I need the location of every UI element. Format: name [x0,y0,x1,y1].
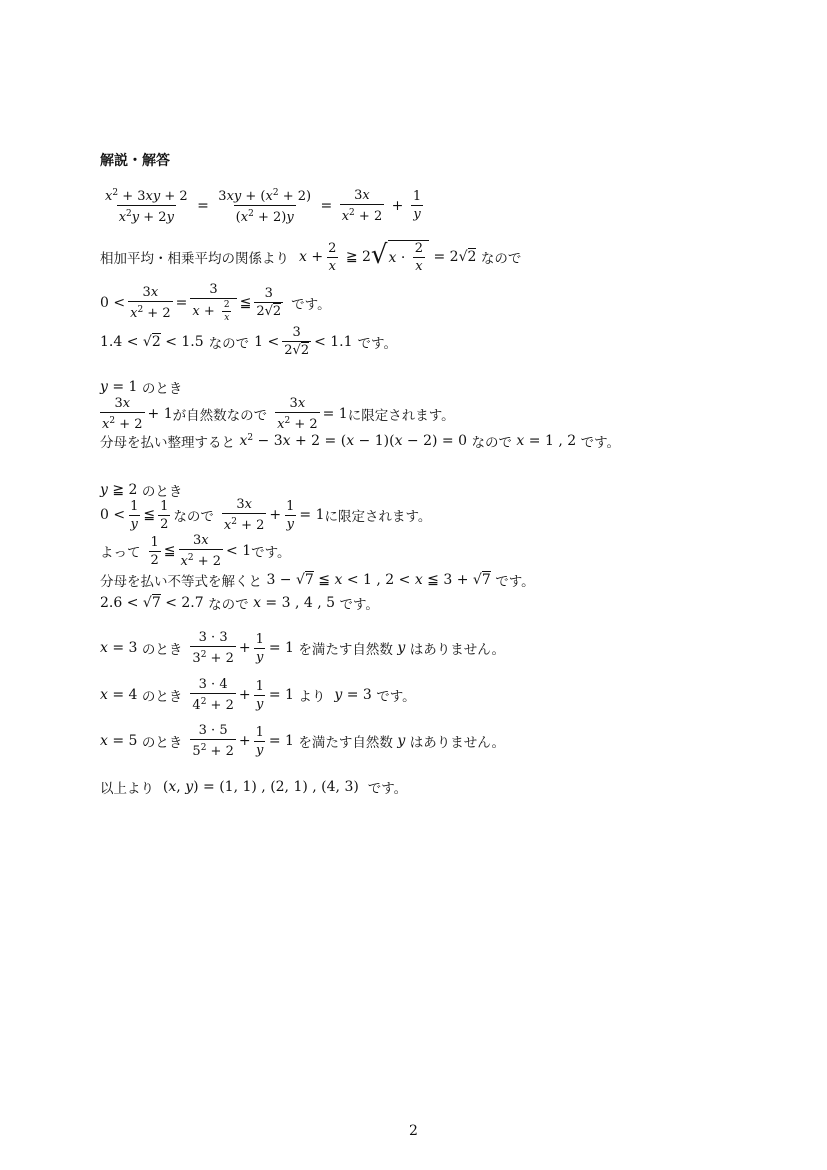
case-y1-line3: 分母を払い整理すると $x^2 - 3x + 2 = (x - 1)(x - 2) = 0$ なので x = 1 , 2 です。 [100,433,620,451]
estimate-line: 1.4 < √2 < 1.5 なので 1 < $\frac{3}{2√2}$ < 1.1 です。 [100,325,397,358]
fraction: $\frac{1}{y}$ [412,189,422,222]
case-y1-line2: $\frac{3x}{x^2 + 2}$ + 1 が自然数なので $\frac{3x}{x^2 + 2}$ = 1 に限定されます。 [102,396,455,432]
case-y2-line2: 0 < $\frac{1}{y}$ ≦ $\frac{1}{2}$ なので $\frac{3x}{x^2 + 2}$ + $\frac{1}{y}$ = 1 に限定されます。 [100,497,432,533]
text: 相加平均・相乗平均の関係より [100,251,289,267]
case-y2-line3: よって $\frac{1}{2}$ ≦ $\frac{3x}{x^2 + 2}$ < 1 です。 [100,533,291,569]
bound-line: 0 < $\frac{3x}{x^2 + 2}$ = 3 x + $\frac{2}{x}$ ≦ $\frac{3}{2√2}$ です。 [100,282,331,323]
case-x4: x = 4 のとき $\frac{3 \cdot 4}{4^2 + 2}$ + $\frac{1}{y}$ = 1 より y = 3 です。 [100,677,416,713]
fraction: $\frac{3x}{x^2 + 2}$ [341,187,383,224]
case-y1-title: y = 1 のとき [100,379,183,397]
page-number: 2 [409,1123,418,1139]
sqrt-expression: √ x · $\frac{2}{x}$ [371,240,429,274]
case-y2-line4: 分母を払い不等式を解くと 3 − √7 ≦ x < 1 , 2 < x ≦ 3 + √7 です。 [100,572,535,590]
case-y2-line5: 2.6 < √7 < 2.7 なので x = 3 , 4 , 5 です。 [100,595,379,613]
section-heading: 解説・解答 [100,153,170,169]
case-y2-title: y ≧ 2 のとき [100,482,183,500]
am-gm-line: 相加平均・相乗平均の関係より x + $\frac{2}{x}$ ≧ 2 √ x · $\frac{2}{x}$ = 2√2 なので [100,240,522,274]
case-x5: x = 5 のとき $\frac{3 \cdot 5}{5^2 + 2}$ + $\frac{1}{y}$ = 1 を満たす自然数 y はありません。 [100,723,506,759]
case-x3: x = 3 のとき $\frac{3 \cdot 3}{3^2 + 2}$ + $\frac{1}{y}$ = 1 を満たす自然数 y はありません。 [100,630,506,666]
equation-decomposition: $\frac{x^2 + 3xy + 2}{x^2y + 2y}$ = $\frac{3xy + (x^2 + 2)}{(x^2 + 2)y}$ = $\frac{3x}{x^2 + 2}$ + $\frac{1}{y}$ [105,187,422,225]
conclusion: 以上より (x, y) = (1, 1) , (2, 1) , (4, 3) です。 [100,779,408,797]
fraction: $\frac{3xy + (x^2 + 2)}{(x^2 + 2)y}$ [218,188,312,225]
fraction: $\frac{x^2 + 3xy + 2}{x^2y + 2y}$ [105,188,188,225]
